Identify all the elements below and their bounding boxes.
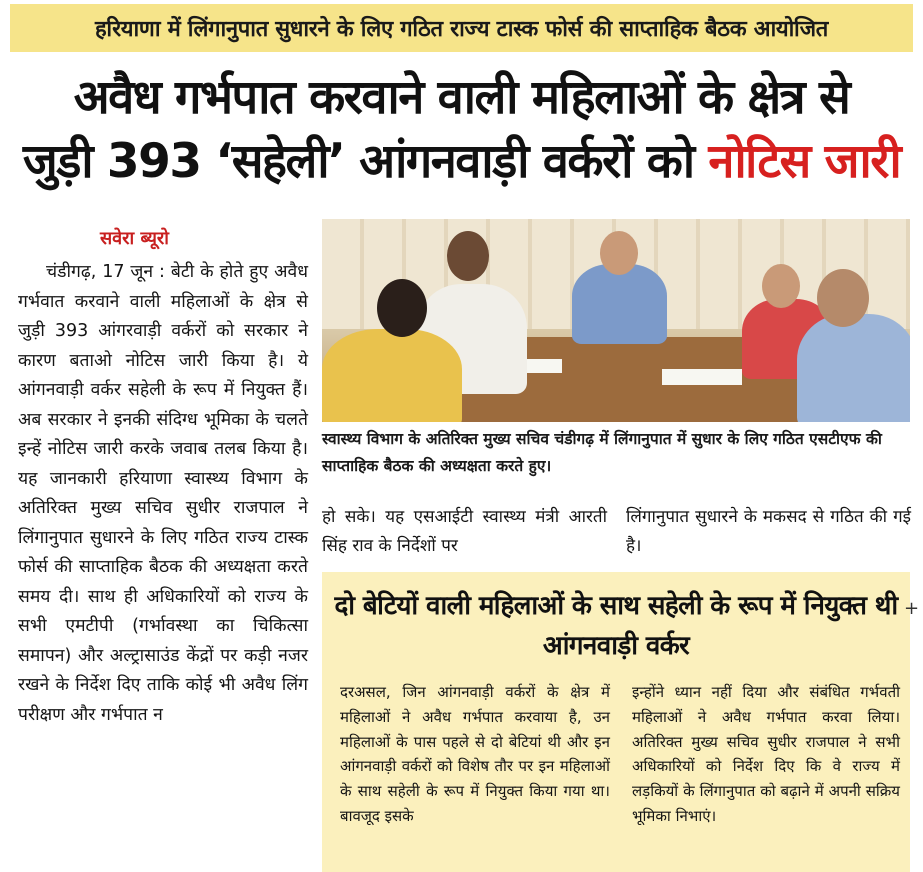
left-column	[18, 258, 308, 730]
photo-person	[797, 314, 910, 422]
photo-person	[572, 264, 667, 344]
headline-line-2-text: जुड़ी 393 ‘सहेली’ आंगनवाड़ी वर्करों को	[22, 134, 709, 189]
meeting-photo	[322, 219, 910, 422]
sidebar-box	[322, 572, 910, 872]
kicker-strap: हरियाणा में लिंगानुपात सुधारने के लिए गठित राज्य टास्क फोर्स की साप्ताहिक बैठक आयोजित	[10, 4, 913, 52]
photo-head	[762, 264, 800, 308]
left-column-text: चंडीगढ़, 17 जून : बेटी के होते हुए अवैध गर्भवात करवाने वाली महिलाओं के क्षेत्र से जुड़ी 393 आंगरवाड़ी वर्करों को सरकार ने कारण बताओ नोटिस जारी किया है। ये आंगनवाड़ी वर्कर सहेली के रूप में नियुक्त हैं। अब सरकार ने इनकी संदिग्ध भूमिका के चलते इन्हें नोटिस जारी करके जवाब तलब किया है। यह जानकारी हरियाणा स्वास्थ्य विभाग के अतिरिक्त मुख्य सचिव सुधीर राजपाल ने लिंगानुपात सुधारने के लिए गठित राज्य टास्क फोर्स की साप्ताहिक बैठक की अध्यक्षता करते समय दी। साथ ही अधिकारियों को राज्य के सभी एमटीपी (गर्भावस्था का चिकित्सा समापन) और अल्ट्रासाउंड केंद्रों पर कड़ी नजर रखने के निर्देश दिए ताकि कोई भी अवैध लिंग परीक्षण और गर्भपात न	[18, 262, 308, 725]
mid-column-b: लिंगानुपात सुधारने के मकसद से गठित की गई है।	[626, 507, 911, 556]
crosshair-mark: +	[904, 598, 920, 619]
photo-paper	[662, 369, 742, 385]
sidebar-title: दो बेटियों वाली महिलाओं के साथ सहेली के रूप में नियुक्त थी आंगनवाड़ी वर्कर	[334, 591, 898, 661]
photo-head	[600, 231, 638, 275]
photo-head	[377, 279, 427, 337]
byline: सवेरा ब्यूरो	[100, 228, 169, 249]
headline	[8, 66, 915, 194]
mid-column-a: हो सके। यह एसआईटी स्वास्थ्य मंत्री आरती सिंह राव के निर्देशों पर	[322, 507, 607, 556]
headline-line-1: अवैध गर्भपात करवाने वाली महिलाओं के क्षेत्र से	[73, 70, 850, 125]
photo-head	[817, 269, 869, 327]
photo-caption: स्वास्थ्य विभाग के अतिरिक्त मुख्य सचिव चंडीगढ़ में लिंगानुपात में सुधार के लिए गठित एसटीएफ की साप्ताहिक बैठक की अध्यक्षता करते हुए।	[322, 430, 882, 475]
sidebar-column-b: इन्होंने ध्यान नहीं दिया और संबंधित गर्भवती महिलाओं ने अवैध गर्भपात करवा लिया। अतिरिक्त मुख्य सचिव सुधीर राजपाल ने सभी अधिकारियों को निर्देश दिए कि वे राज्य में लड़कियों के लिंगानुपात को बढ़ाने में अपनी सक्रिय भूमिका निभाएं।	[632, 683, 900, 825]
headline-highlight: नोटिस जारी	[708, 134, 901, 189]
sidebar-column-a: दरअसल, जिन आंगनवाड़ी वर्करों के क्षेत्र में महिलाओं ने अवैध गर्भपात करवाया है, उन महिलाओं के पास पहले से दो बेटियां थी और इन आंगनवाड़ी वर्करों को विशेष तौर पर इन महिलाओं के साथ सहेली के रूप में नियुक्त किया गया था। बावजूद इसके	[340, 683, 610, 825]
photo-person	[322, 329, 462, 422]
headline-line-2	[8, 130, 915, 194]
photo-head	[447, 231, 489, 281]
